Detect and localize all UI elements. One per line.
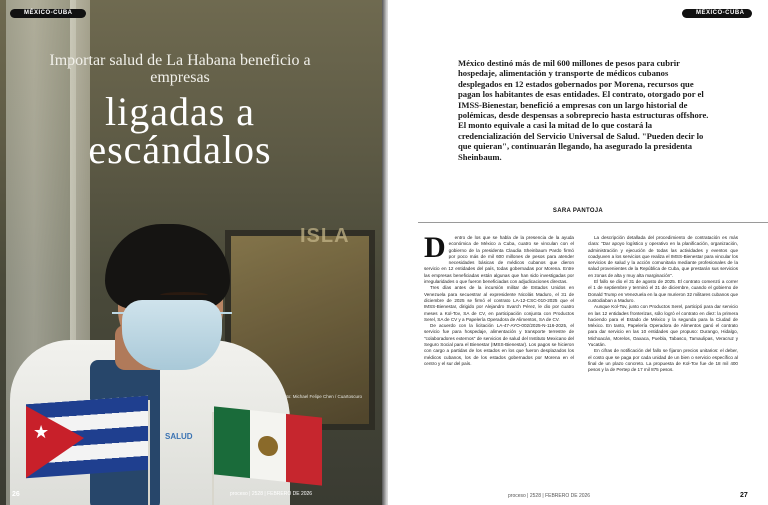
article-lede: México destinó más de mil 600 millones de pesos para cubrir hospedaje, alimentación y transporte de médicos cubanos desplegados en 12 estados gobernados por Morena, recursos que pagan los habitantes de esas entidades. El contrato, otorgado por el IMSS-Bienestar, benefició a empresas con un largo historial de polémicas, desde despensas a sobreprecio hasta estructuras offshore. El monto equivale a casi la mitad de lo que costará la credencialización del Servicio Universal de Salud. "Pueden decir lo que quieran", continuarán llegando, ha asegurado la presidenta Sheinbaum. — [458, 58, 709, 162]
paragraph: Aunque Kol-Tov, junto con Productos Serel, participó para dar servicio en las 12 entidades fronterizas, sólo logró el contrato en diez: la primera haciendo para el Estado de México y la segunda para la Ciudad de México. En tanto, Papelería Operadora de Alimentos ganó el contrato para dar servicio en las 10 entidades que propuso: Durango, Hidalgo, Michoacán, Morelos, Oaxaca, Puebla, Tabasco, Tamaulipas, Veracruz y Yucatán. — [588, 304, 738, 348]
byline: SARA PANTOJA — [552, 208, 604, 214]
paragraph: De acuerdo con la licitación LA-47-AYO-002/2025-N-116-2025, el servicio fue para hospedaje, alimentación y transporte terrestre de "colaboradores externos" de servicios de salud del Instituto Mexicano del Seguro Social para el Bienestar (IMSS-Bienestar). Los pagos se hicieron con cargo a partidas de los estados en los que fueron desplazados los médicos cubanos, los de los estados gobernados por Morena en el centro y el sur del país. — [424, 323, 574, 366]
issue-info: proceso | 2528 | FEBRERO DE 2026 — [230, 491, 313, 497]
headline-line-2: escándalos — [88, 127, 272, 172]
right-folio — [388, 489, 768, 505]
page-number: 26 — [12, 491, 20, 498]
photo-credit: Foto: Michael Felipe Chen / Cuartoscuro — [281, 394, 362, 399]
mexico-flag-icon — [214, 406, 322, 485]
paragraph: En cifras de notificación del fallo se fijaron precios unitarios: el deber, el costo que se paga por cada unidad de un bien o servicio específico al final de un plazo concreto. La propuesta de Kol-Tov fue de 18 mil 400 pesos y la de Pertep de 17 mil 875 pesos. — [588, 348, 738, 373]
eagle-emblem-icon — [258, 435, 278, 457]
page-number: 27 — [740, 492, 748, 499]
star-icon: ★ — [33, 422, 50, 443]
section-tag: MÉXICO-CUBA — [682, 9, 752, 18]
right-page — [388, 0, 768, 505]
issue-info: proceso | 2528 | FEBRERO DE 2026 — [508, 493, 591, 499]
eyes — [160, 292, 208, 298]
headline-kicker: Importar salud de La Habana beneficio a empresas — [49, 52, 311, 86]
face-mask — [122, 300, 222, 370]
salud-badge: SALUD — [165, 432, 193, 441]
background-sign: ISLA — [300, 225, 350, 247]
article-column-1 — [424, 231, 574, 367]
left-folio — [0, 487, 384, 505]
section-tag: MÉXICO-CUBA — [10, 9, 86, 18]
dropcap: D — [424, 231, 446, 264]
paragraph: entro de los que se habla de la presencia de la ayuda económica de México a Cuba, cuatro se vinculan con el gobierno de la presidenta Claudia Sheinbaum Pardo firmó por poco más de mil 600 millones de pesos para atender necesidades básicas de médicos cubanos que dieron servicio en 12 entidades del país, todas gobernadas por Morena. Entre las empresas beneficiadas están algunas que han sido investigadas por irregularidades o que fueron beneficiadas con adjudicaciones directas. — [424, 235, 574, 285]
article-column-2 — [588, 235, 738, 374]
paragraph: La descripción detallada del procedimiento de contratación es más clara: "Dar apoyo logístico y operativo en la planificación, organización, administración y ejecución de todas las actividades y eventos que coadyuven a los servicios que realiza el IMSS-Bienestar para vincular los servicios de salud y la acción comunitaria mediante profesionales de la salud provenientes de la República de Cuba, que prestarán sus servicios en zonas de alta y muy alta marginación". — [588, 235, 738, 278]
divider — [418, 222, 768, 223]
paragraph: El fallo se dio el 31 de agosto de 2025. El contrato comenzó a correr el 1 de septiembre y terminó el 31 de diciembre, cuando el gobierno de Donald Trump en Venezuela en la que murieron 32 militares cubanos que custodiaban a Maduro. — [588, 279, 738, 303]
headline-line-1: ligadas a — [104, 89, 256, 134]
paragraph: Tres días antes de la incursión militar de Estados Unidos en Venezuela para secuestrar al expresidente Nicolás Maduro, el 31 de diciembre de 2025 se firmó el contrato LA-12-CSC-010-2025 que el IMSS-Bienestar, dirigido por Alejandro Svarch Pérez, le dio por cuatro meses a Kol-Tov, SA de CV, en participación conjunta con Productos Serel, SA de CV y a Papelería Operadora de Alimentos, SA de CV. — [424, 285, 574, 322]
